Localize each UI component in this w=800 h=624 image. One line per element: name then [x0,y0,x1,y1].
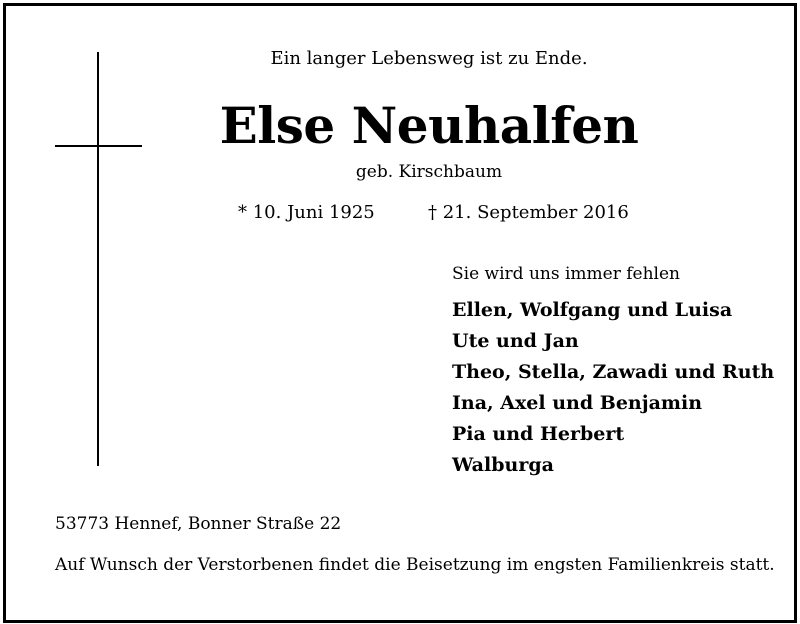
mourner-entry: Theo, Stella, Zawadi und Ruth [452,361,775,383]
mourner-entry: Walburga [452,454,554,476]
missed-line: Sie wird uns immer fehlen [452,264,680,284]
mourner-entry: Ina, Axel und Benjamin [452,392,703,414]
deceased-name: Else Neuhalfen [219,96,639,155]
death-date: † 21. September 2016 [428,202,629,223]
mourner-entry: Ute und Jan [452,330,579,352]
mourners-list [452,296,774,482]
mourner-entry: Ellen, Wolfgang und Luisa [452,299,733,321]
intro-line: Ein langer Lebensweg ist zu Ende. [270,48,588,69]
funeral-note: Auf Wunsch der Verstorbenen findet die Beisetzung im engsten Familienkreis statt. [55,555,775,575]
birth-name: geb. Kirschbaum [355,162,503,182]
address-line: 53773 Hennef, Bonner Straße 22 [55,514,342,534]
birth-date: * 10. Juni 1925 [238,202,375,223]
mourner-entry: Pia und Herbert [452,423,625,445]
